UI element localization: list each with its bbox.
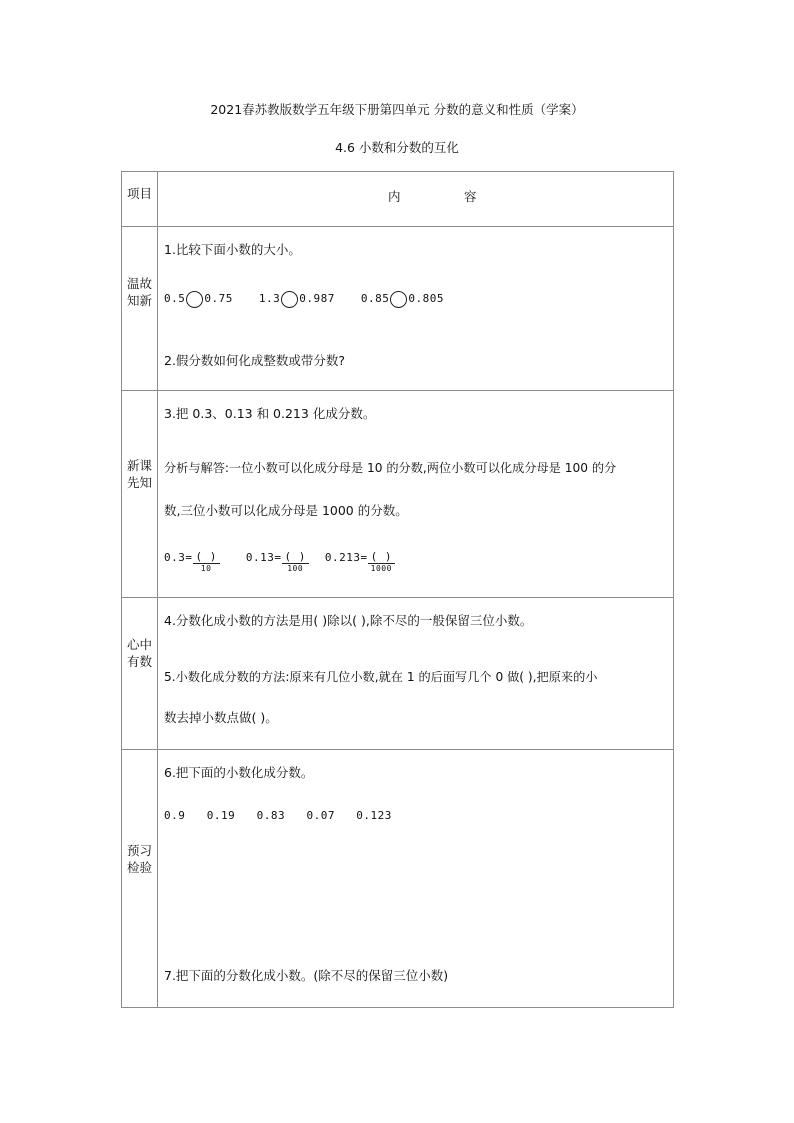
section-check-row — [122, 750, 674, 1008]
question-4: 4.分数化成小数的方法是用( )除以( ),除不尽的一般保留三位小数。 — [164, 613, 533, 628]
compare-right-2: 0.987 — [299, 292, 335, 305]
section-label-cell — [122, 598, 158, 750]
numerator-blank: ( ) — [368, 551, 395, 564]
section-label-preview: 新课先知 — [126, 458, 152, 490]
fraction-lhs-1: 0.3= — [164, 551, 193, 564]
section-label-cell — [122, 227, 158, 391]
denominator-10: 10 — [200, 564, 212, 573]
denominator-100: 100 — [287, 564, 304, 573]
analysis-line-2: 数,三位小数可以化成分母是 1000 的分数。 — [164, 503, 408, 518]
comparison-line — [164, 291, 444, 308]
question-7: 7.把下面的分数化成小数。(除不尽的保留三位小数) — [164, 968, 449, 983]
section-preview-row — [122, 391, 674, 598]
numerator-blank: ( ) — [193, 551, 220, 564]
document-title: 2021春苏教版数学五年级下册第四单元 分数的意义和性质（学案） — [210, 102, 584, 117]
section-label-cell — [122, 391, 158, 598]
section-content-cell — [158, 227, 674, 391]
section-label-cell — [122, 750, 158, 1008]
header-cell-content — [158, 172, 674, 227]
question-5-line-2: 数去掉小数点做( )。 — [164, 710, 278, 725]
question-6: 6.把下面的小数化成分数。 — [164, 765, 314, 780]
section-content-cell — [158, 750, 674, 1008]
compare-left-1: 0.5 — [164, 292, 186, 305]
decimal-list: 0.9 0.19 0.83 0.07 0.123 — [164, 809, 392, 822]
section-summary-row — [122, 598, 674, 750]
fraction-lhs-3: 0.213= — [324, 551, 368, 564]
fraction-blank-2 — [282, 551, 309, 573]
question-5-line-1: 5.小数化成分数的方法:原来有几位小数,就在 1 的后面写几个 0 做( ),把原来的小 — [164, 670, 598, 684]
header-row — [122, 172, 674, 227]
compare-circle-blank — [186, 291, 203, 308]
worksheet-table — [121, 171, 674, 1008]
fraction-blank-1 — [193, 551, 220, 573]
fraction-lhs-2: 0.13= — [245, 551, 282, 564]
section-label-summary: 心中有数 — [126, 637, 152, 669]
compare-circle-blank — [390, 291, 407, 308]
fraction-blank-line — [164, 551, 395, 573]
section-content-cell — [158, 598, 674, 750]
header-label-item: 项目 — [126, 186, 152, 201]
fraction-blank-3 — [368, 551, 395, 573]
section-label-review: 温故知新 — [126, 276, 152, 308]
compare-right-1: 0.75 — [204, 292, 233, 305]
denominator-1000: 1000 — [370, 564, 392, 573]
compare-left-2: 1.3 — [258, 292, 281, 305]
section-review-row — [122, 227, 674, 391]
header-cell-item — [122, 172, 158, 227]
compare-left-3: 0.85 — [360, 292, 390, 305]
compare-circle-blank — [281, 291, 298, 308]
section-label-check: 预习检验 — [126, 843, 152, 875]
question-3: 3.把 0.3、0.13 和 0.213 化成分数。 — [164, 406, 376, 421]
header-label-content-b: 容 — [464, 189, 477, 204]
lesson-subtitle: 4.6 小数和分数的互化 — [335, 140, 459, 155]
numerator-blank: ( ) — [282, 551, 309, 564]
header-label-content-a: 内 — [388, 189, 401, 204]
question-1: 1.比较下面小数的大小。 — [164, 242, 301, 257]
analysis-line-1: 分析与解答:一位小数可以化成分母是 10 的分数,两位小数可以化成分母是 100 的分 — [164, 461, 617, 475]
compare-right-3: 0.805 — [408, 292, 444, 305]
question-2: 2.假分数如何化成整数或带分数? — [164, 353, 346, 368]
section-content-cell — [158, 391, 674, 598]
